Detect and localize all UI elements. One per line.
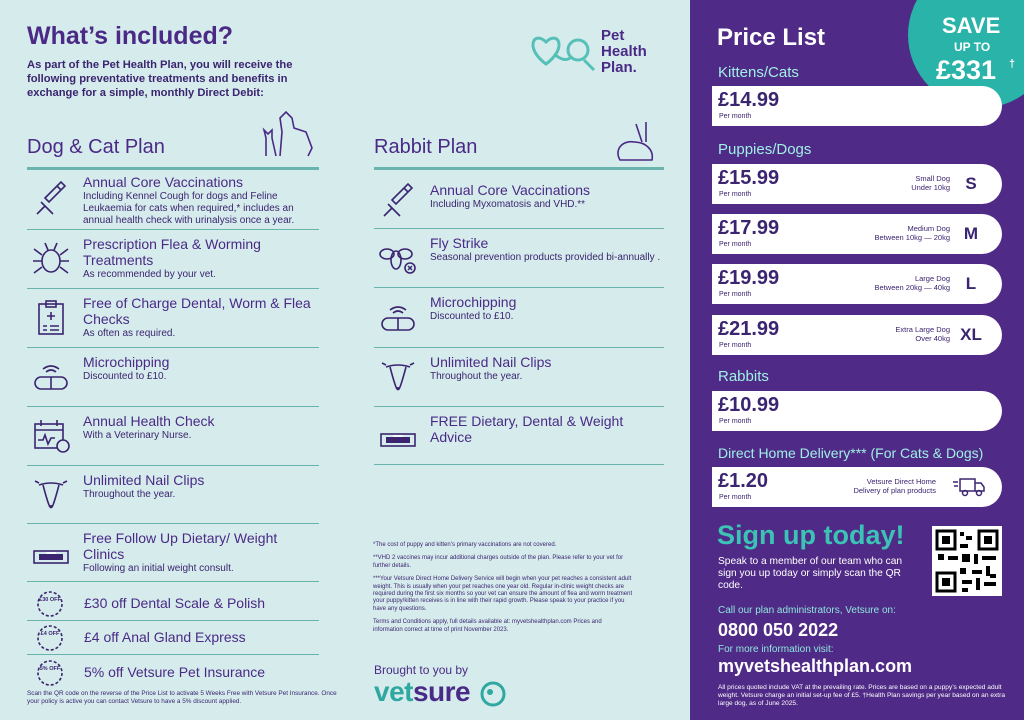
price: £17.99 — [718, 217, 780, 239]
size-letter: L — [965, 274, 977, 293]
phone-number[interactable]: 0800 050 2022 — [718, 620, 839, 640]
discount-row — [27, 656, 319, 690]
price-list-title: Price List — [717, 24, 826, 51]
brought-to-you-by: Brought to you by — [374, 663, 469, 677]
dog-size: Large Dog — [914, 274, 950, 283]
signup-heading: Sign up today! — [717, 520, 905, 550]
rabbit-icon — [612, 120, 660, 162]
syringe-icon — [374, 176, 422, 228]
discount-text: 5% off Vetsure Pet Insurance — [84, 664, 266, 680]
price: £10.99 — [718, 394, 780, 416]
vetsure-logo-b: sure — [412, 676, 471, 707]
item-description: As recommended by your vet. — [83, 269, 216, 280]
item-title: Free Follow Up Dietary/ Weight Clinics — [83, 530, 278, 562]
price: £21.99 — [718, 318, 780, 340]
clipboard-icon — [27, 289, 75, 347]
size-letter: M — [963, 224, 979, 243]
item-description: Following an initial weight consult. — [83, 563, 234, 574]
plan-item — [27, 230, 319, 289]
save-upto: UP TO — [954, 40, 991, 54]
item-title: Unlimited Nail Clips — [83, 472, 205, 488]
plan-item — [27, 466, 319, 524]
puppies-dogs-label: Puppies/Dogs — [718, 141, 812, 158]
item-description: As often as required. — [83, 328, 176, 339]
fly-icon — [374, 229, 422, 287]
per-month: Per month — [719, 418, 752, 425]
dog-weight-range: Between 20kg — 40kg — [874, 283, 950, 292]
footnotes — [373, 542, 633, 640]
item-title: Annual Core Vaccinations — [430, 182, 591, 198]
footnote: Terms and Conditions apply, full details available at: myvetshealthplan.com Prices and information correct at time of print November 2023. — [373, 619, 602, 633]
discount-badge-text: £30 OFF — [39, 597, 61, 603]
dog-price-pill — [712, 315, 1002, 355]
item-description: With a Veterinary Nurse. — [83, 430, 192, 441]
size-letter: S — [965, 174, 977, 193]
item-description: Seasonal prevention products provided bi-annually . — [430, 252, 661, 263]
discount-badge-icon — [35, 590, 65, 618]
item-title: Prescription Flea & Worming Treatments — [83, 236, 261, 268]
dog-price-pill — [712, 264, 1002, 304]
discount-text: £4 off Anal Gland Express — [84, 629, 246, 645]
discount-badge-icon — [35, 659, 65, 687]
item-title: Microchipping — [430, 294, 517, 310]
per-month: Per month — [719, 342, 752, 349]
footnote: *The cost of puppy and kitten’s primary vaccinations are not covered. — [373, 542, 557, 548]
footnote: **VHD 2 vaccines may incur additional charges outside of the plan. Please refer to your vet for further details. — [373, 555, 624, 569]
discount-badge-text: 5% OFF — [39, 666, 61, 672]
price: £1.20 — [718, 470, 769, 492]
plan-item — [374, 348, 664, 407]
dog-weight-range: Over 40kg — [915, 334, 950, 343]
item-title: Fly Strike — [430, 235, 489, 251]
fine-print: All prices quoted include VAT at the prevailing rate. Prices are based on a puppy’s expected adult weight. Vetsure charge an initial set-up fee of £5. †Health Plan savings per year based on an extra large dog, as of June 2025. — [718, 684, 1006, 707]
rabbits-price-pill — [712, 391, 1002, 431]
microchip-icon — [27, 348, 75, 406]
microchip-icon — [374, 288, 422, 347]
vetsure-logo-a: vet — [374, 676, 413, 707]
dog-weight-range: Between 10kg — 20kg — [874, 233, 950, 242]
item-description: Throughout the year. — [430, 371, 523, 382]
plan-item — [27, 407, 319, 466]
plan-item — [374, 288, 664, 348]
discount-badge-text: £4 OFF — [40, 631, 60, 637]
discount-badge-icon — [35, 624, 65, 652]
item-title: Free of Charge Dental, Worm & Flea Checks — [83, 295, 311, 327]
delivery-price-pill — [712, 467, 1002, 507]
rabbit-plan-heading: Rabbit Plan — [374, 136, 478, 158]
plan-item — [27, 170, 319, 230]
per-month: Per month — [719, 241, 752, 248]
save-amount: £331 — [936, 55, 997, 85]
logo-wordmark: Pet Health Plan. — [601, 27, 647, 76]
item-description: Including Myxomatosis and VHD.** — [430, 199, 586, 210]
dog-weight-range: Under 10kg — [911, 183, 950, 192]
scale-icon — [374, 407, 422, 464]
website-link[interactable]: myvetshealthplan.com — [718, 656, 913, 676]
per-month: Per month — [719, 291, 752, 298]
item-title: Annual Health Check — [83, 413, 215, 429]
plan-item — [374, 407, 664, 465]
save-label: SAVE — [942, 13, 1001, 38]
claw-icon — [27, 466, 75, 523]
page-title: What’s included? — [27, 22, 234, 50]
item-title: Annual Core Vaccinations — [83, 174, 244, 190]
scale-icon — [27, 524, 75, 581]
discount-row — [27, 587, 319, 621]
item-title: Microchipping — [83, 354, 170, 370]
per-month: Per month — [719, 113, 752, 120]
call-label: Call our plan administrators, Vetsure on: — [718, 605, 896, 616]
logo-text — [601, 28, 671, 76]
item-description: Including Kennel Cough for dogs and Feline Leukaemia for cats when required,* includes an annual health check with urinalysis once a year. — [83, 191, 295, 226]
plan-item — [27, 524, 319, 582]
delivery-desc: Delivery of plan products — [853, 486, 936, 495]
item-description: Discounted to £10. — [430, 311, 514, 322]
more-info-label: For more information visit: — [718, 644, 834, 655]
dog-price-pill — [712, 214, 1002, 254]
kittens-cats-label: Kittens/Cats — [718, 64, 799, 81]
intro-text: As part of the Pet Health Plan, you will receive the following preventative treatments and benefits in exchange for a simple, monthly Direct Debit: — [27, 59, 293, 99]
vetsure-logo — [374, 676, 470, 708]
dog-cat-icon — [260, 108, 316, 160]
dog-size: Medium Dog — [907, 224, 950, 233]
kittens-price-pill — [712, 86, 1002, 126]
price: £19.99 — [718, 267, 780, 289]
plan-item — [27, 289, 319, 348]
discount-text: £30 off Dental Scale & Polish — [84, 595, 266, 611]
dog-price-pill — [712, 164, 1002, 204]
qr-code[interactable] — [932, 526, 1002, 596]
tick-icon — [27, 230, 75, 288]
rabbits-label: Rabbits — [718, 368, 769, 385]
per-month: Per month — [719, 191, 752, 198]
syringe-icon — [27, 170, 75, 229]
size-letter: XL — [960, 325, 982, 344]
delivery-desc: Vetsure Direct Home — [866, 477, 936, 486]
plan-item — [374, 229, 664, 288]
price: £14.99 — [718, 89, 780, 111]
price-list-panel — [690, 0, 1024, 720]
calendar-icon — [27, 407, 75, 465]
footer-note: Scan the QR code on the reverse of the Price List to activate 5 Weeks Free with Vetsure Pet Insurance. Once your policy is active you can contact Vetsure to have a 5% discount applied. — [27, 690, 337, 705]
delivery-van-icon — [952, 476, 986, 498]
item-description: Throughout the year. — [83, 489, 176, 500]
plan-item — [27, 348, 319, 407]
dog-size: Small Dog — [915, 174, 950, 183]
rabbit-rule — [374, 167, 664, 170]
item-title: Unlimited Nail Clips — [430, 354, 552, 370]
footnote: ***Your Vetsure Direct Home Delivery Service will begin when your pet reaches a consistent adult weight. This is usually when your pet reaches one year old. Regular in-clinic weight checks are required during the first six months so your vet can ensure the amount of flea and worm treatment your puppy/kitten receives is in line with their rapid growth. Please speak to your practice if you have any questions. — [373, 576, 633, 612]
plan-item — [374, 176, 664, 229]
item-title: FREE Dietary, Dental & Weight Advice — [430, 413, 624, 445]
save-dagger: † — [1009, 58, 1016, 70]
item-description: Discounted to £10. — [83, 371, 167, 382]
dog-cat-plan-heading: Dog & Cat Plan — [27, 136, 165, 158]
dog-size: Extra Large Dog — [895, 325, 950, 334]
signup-description: Speak to a member of our team who can sign you up today or simply scan the QR code. — [718, 556, 903, 591]
discount-row — [27, 621, 319, 655]
delivery-label: Direct Home Delivery*** (For Cats & Dogs) — [718, 445, 984, 461]
claw-icon — [374, 348, 422, 406]
price: £15.99 — [718, 167, 780, 189]
per-month: Per month — [719, 494, 752, 501]
vetsure-paw-icon — [476, 678, 510, 708]
